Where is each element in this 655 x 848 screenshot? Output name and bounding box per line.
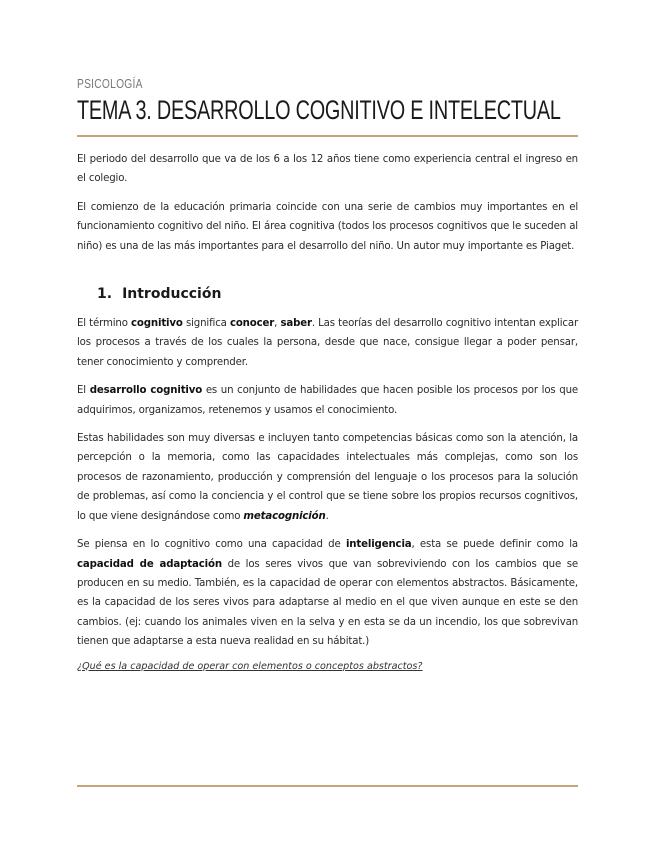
intro-paragraph-1: El periodo del desarrollo que va de los 6 a los 12 años tiene como experiencia central el ingreso en el colegio. bbox=[77, 154, 578, 185]
section-paragraph-4: Se piensa en lo cognitivo como una capacidad de inteligencia, esta se puede definir como la capacidad de adaptación de los seres vivos que van sobreviviendo con los cambios que se producen en su medio. También, es la capacidad de operar con elementos abstractos. Básicamente, es la capacidad de los seres vivos para adaptarse al medio en el que viven aunque en este se den cambios. (ej: cuando los animales viven en la selva y en esta se da un incendio, los que sobrevivan tienen que adaptarse a esta nueva realidad en su hábitat.) bbox=[77, 539, 578, 648]
term-conocer: conocer bbox=[229, 318, 275, 330]
page-title: TEMA 3. DESARROLLO COGNITIVO E INTELECTUAL bbox=[77, 95, 561, 125]
section-paragraph-3: Estas habilidades son muy diversas e incluyen tanto competencias básicas como son la atención, la percepción o la memoria, como las capacidades intelectuales más complejas, como son los procesos de razonamiento, producción y comprensión del lenguaje o los procesos para la solución de problemas, así como la conciencia y el control que se tiene sobre los propios recursos cognitivos, lo que viene designándose como metacognición. bbox=[77, 433, 578, 522]
section-paragraph-1: El término cognitivo significa conocer, saber. Las teorías del desarrollo cognitivo intentan explicar los procesos a través de los cuales la persona, desde que nace, consigue llegar a poder pensar, tener conocimiento y comprender. bbox=[77, 318, 578, 368]
term-desarrollo-cognitivo: desarrollo cognitivo bbox=[89, 385, 203, 397]
document-body bbox=[77, 150, 578, 672]
header-divider bbox=[77, 135, 578, 137]
footer-divider bbox=[77, 785, 578, 787]
intro-paragraph-2: El comienzo de la educación primaria coincide con una serie de cambios muy importantes en el funcionamiento cognitivo del niño. El área cognitiva (todos los procesos cognitivos que le suceden al niño) es una de las más importantes para el desarrollo del niño. Un autor muy importante es Piaget. bbox=[77, 201, 578, 252]
term-cognitivo: cognitivo bbox=[131, 318, 183, 330]
term-inteligencia: inteligencia bbox=[345, 539, 412, 551]
section-number: 1. bbox=[97, 286, 113, 303]
subject-label: PSICOLOGÍA bbox=[77, 77, 143, 91]
term-metacognicion: metacognición bbox=[243, 510, 326, 522]
section-title: Introducción bbox=[122, 286, 222, 303]
section-paragraph-2: El desarrollo cognitivo es un conjunto de habilidades que hacen posible los procesos por los que adquirimos, organizamos, retenemos y usamos el conocimiento. bbox=[77, 385, 579, 416]
term-saber: saber bbox=[280, 318, 312, 330]
term-capacidad-adaptacion: capacidad de adaptación bbox=[77, 558, 222, 570]
question-text: ¿Qué es la capacidad de operar con elementos o conceptos abstractos? bbox=[77, 660, 423, 672]
section-heading bbox=[97, 286, 578, 302]
